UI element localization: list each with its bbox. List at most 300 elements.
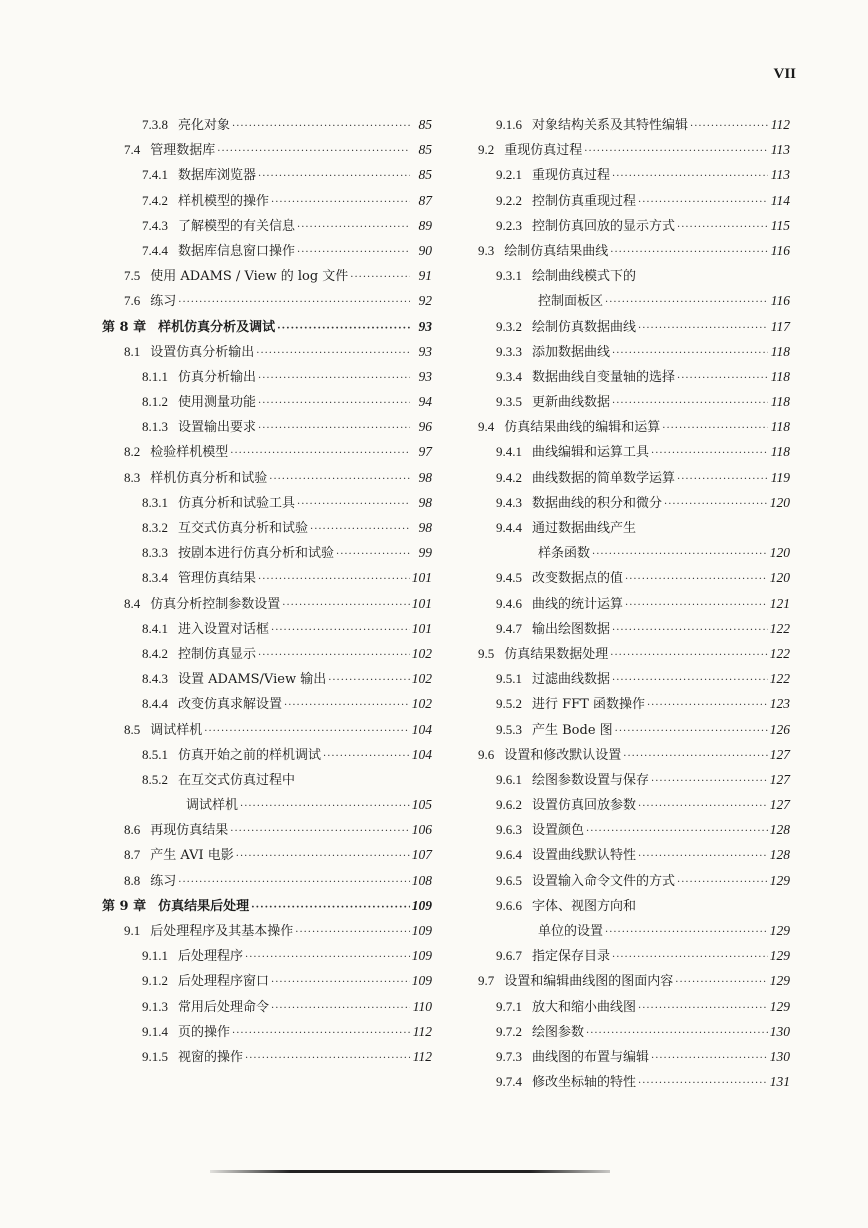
toc-entry-page: 85 [418, 142, 432, 158]
toc-entry [478, 213, 790, 238]
toc-entry-title: 管理仿真结果 [178, 571, 257, 587]
toc-entry [102, 691, 432, 716]
toc-entry-title: 样机模型的操作 [178, 193, 270, 209]
toc-entry-page: 118 [770, 394, 790, 410]
toc-entry-number: 8.1.2 [142, 394, 168, 410]
toc-entry [478, 893, 790, 918]
toc-entry [478, 868, 790, 893]
dot-leader [232, 114, 410, 139]
toc-entry-page: 118 [770, 368, 790, 384]
dot-leader [612, 945, 768, 970]
dot-leader [230, 819, 409, 844]
toc-entry-page: 112 [412, 1023, 432, 1039]
dot-leader [612, 341, 768, 366]
toc-entry-title: 通过数据曲线产生 [532, 521, 637, 536]
toc-entry [102, 364, 432, 389]
toc-entry-title: 添加数据曲线 [532, 344, 611, 360]
toc-entry-number: 7.5 [124, 268, 141, 284]
toc-entry-title: 互交式仿真分析和试验 [178, 521, 309, 536]
toc-entry-page: 127 [769, 797, 790, 813]
toc-entry-number: 9.6.3 [496, 822, 522, 838]
toc-entry-number: 9.4.3 [496, 494, 522, 510]
toc-entry [102, 717, 432, 742]
toc-entry [102, 515, 432, 540]
toc-entry [478, 616, 790, 641]
dot-leader [271, 970, 410, 995]
toc-entry-number: 9.2.3 [496, 217, 522, 233]
dot-leader [623, 744, 767, 769]
toc-entry-page: 93 [418, 368, 432, 384]
toc-entry-page: 93 [418, 343, 432, 359]
dot-leader [240, 794, 410, 819]
toc-entry-title: 绘制曲线模式下的 [532, 269, 637, 285]
toc-entry-number: 9.4 [478, 419, 495, 435]
toc-entry [102, 616, 432, 641]
bottom-rule [210, 1170, 610, 1173]
toc-entry [102, 1044, 432, 1069]
dot-leader [310, 517, 410, 542]
toc-entry-number: 9.7.1 [496, 998, 522, 1014]
toc-entry-title: 曲线图的布置与编辑 [532, 1049, 650, 1065]
toc-entry-number: 9.6.1 [496, 771, 522, 787]
dot-leader [230, 441, 410, 466]
toc-entry [102, 842, 432, 867]
toc-entry-page: 117 [770, 318, 790, 334]
dot-leader [297, 492, 410, 517]
toc-entry [102, 238, 432, 263]
dot-leader [605, 290, 768, 315]
dot-leader [677, 366, 768, 391]
toc-entry [478, 188, 790, 213]
toc-entry [478, 1069, 790, 1094]
dot-leader [605, 920, 768, 945]
toc-entry [478, 994, 790, 1019]
toc-entry-title: 设置和修改默认设置 [504, 747, 622, 763]
dot-leader [612, 668, 768, 693]
toc-entry-page: 90 [418, 242, 432, 258]
toc-entry-number: 8.4.1 [142, 620, 168, 636]
toc-entry-number: 9.6.7 [496, 948, 522, 964]
toc-entry [102, 137, 432, 162]
dot-leader [638, 316, 768, 341]
toc-entry-title: 后处理程序窗口 [178, 974, 270, 990]
toc-entry-number: 9.7.4 [496, 1074, 522, 1090]
toc-entry-title: 绘制仿真数据曲线 [532, 319, 637, 335]
toc-entry-number: 9.6 [478, 746, 495, 762]
toc-entry-title: 样条函数 [538, 546, 591, 562]
toc-entry-title: 控制仿真回放的显示方式 [532, 218, 676, 234]
toc-entry-number: 9.7 [478, 973, 495, 989]
toc-entry-title: 仿真分析输出 [178, 369, 257, 385]
toc-entry-title: 控制面板区 [538, 294, 604, 310]
dot-leader [638, 190, 768, 215]
toc-entry [478, 792, 790, 817]
dot-leader [297, 240, 410, 265]
toc-entry-number: 8.1 [124, 343, 141, 359]
toc-entry-title: 重现仿真过程 [532, 168, 611, 184]
toc-entry-title: 数据曲线自变量轴的选择 [532, 369, 676, 385]
toc-entry-page: 129 [769, 948, 790, 964]
dot-leader [258, 567, 410, 592]
dot-leader [615, 719, 768, 744]
toc-entry-title: 样机仿真分析和试验 [150, 470, 268, 486]
toc-entry-number: 9.3 [478, 242, 495, 258]
dot-leader [277, 316, 410, 341]
dot-leader [245, 945, 410, 970]
toc-entry-page: 87 [418, 192, 432, 208]
toc-entry-title: 页的操作 [178, 1024, 231, 1040]
dot-leader [610, 643, 767, 668]
toc-entry-title: 后处理程序及其基本操作 [150, 924, 294, 939]
toc-entry-title: 数据库浏览器 [178, 168, 257, 184]
toc-entry [102, 1019, 432, 1044]
toc-entry-page: 108 [411, 872, 432, 888]
dot-leader [586, 819, 768, 844]
toc-entry-number: 8.3.2 [142, 520, 168, 535]
toc-entry-number: 9.4.7 [496, 620, 522, 636]
toc-entry-title: 设置仿真回放参数 [532, 798, 637, 814]
toc-entry-page: 112 [412, 1048, 432, 1064]
toc-chapter-entry [102, 893, 432, 918]
dot-leader [651, 769, 768, 794]
toc-entry-title: 在互交式仿真过程中 [178, 772, 296, 788]
toc-entry [102, 188, 432, 213]
toc-entry-page: 89 [418, 217, 432, 233]
dot-leader [647, 693, 768, 718]
toc-entry-page: 102 [411, 645, 432, 661]
dot-leader [245, 1046, 410, 1071]
toc-entry-title: 进行 FFT 函数操作 [532, 697, 645, 713]
dot-leader [638, 1071, 768, 1096]
toc-entry-page: 120 [769, 570, 790, 586]
toc-entry-number: 9.4.4 [496, 520, 522, 535]
toc-entry-page: 101 [411, 620, 432, 636]
toc-entry-number: 7.6 [124, 293, 141, 309]
toc-entry [478, 263, 790, 288]
toc-entry [102, 817, 432, 842]
dot-leader [677, 870, 768, 895]
toc-entry [478, 666, 790, 691]
toc-entry [102, 742, 432, 767]
toc-entry [102, 389, 432, 414]
dot-leader [258, 366, 410, 391]
toc-entry-title: 字体、视图方向和 [532, 898, 637, 914]
toc-entry-page: 93 [418, 318, 432, 334]
toc-entry-page: 110 [412, 998, 432, 1014]
toc-entry-title: 重现仿真过程 [504, 143, 583, 159]
toc-entry-title: 控制仿真重现过程 [532, 193, 637, 209]
toc-entry [102, 968, 432, 993]
toc-entry-title: 使用 ADAMS / View 的 log 文件 [150, 269, 349, 285]
toc-entry-number: 7.4.1 [142, 167, 168, 183]
toc-entry [478, 717, 790, 742]
toc-entry-title: 调试样机 [186, 798, 239, 814]
toc-entry-title: 数据曲线的积分和微分 [532, 495, 663, 511]
toc-entry-page: 122 [769, 671, 790, 687]
toc-entry-page: 120 [769, 494, 790, 510]
dot-leader [690, 114, 768, 139]
dot-leader [662, 416, 768, 441]
toc-entry [478, 842, 790, 867]
toc-entry-page: 98 [418, 520, 432, 535]
toc-entry-number: 7.4 [124, 142, 141, 158]
dot-leader [236, 844, 410, 869]
toc-entry-page: 115 [770, 217, 790, 233]
toc-entry-title: 数据库信息窗口操作 [178, 243, 296, 259]
toc-entry-title: 设置颜色 [532, 823, 585, 839]
toc-entry-number: 9.3.1 [496, 268, 522, 284]
toc-entry [478, 339, 790, 364]
toc-entry-page: 118 [770, 343, 790, 359]
toc-entry-title: 改变数据点的值 [532, 571, 624, 587]
dot-leader [323, 744, 410, 769]
toc-entry-page: 122 [769, 620, 790, 636]
toc-entry-title: 仿真分析和试验工具 [178, 495, 296, 511]
toc-entry-title: 按剧本进行仿真分析和试验 [178, 546, 335, 562]
dot-leader [328, 668, 410, 693]
toc-entry-page: 105 [411, 797, 432, 813]
toc-entry-title: 仿真开始之前的样机调试 [178, 747, 322, 763]
toc-entry-page: 91 [418, 268, 432, 284]
toc-entry-number: 9.3.5 [496, 394, 522, 410]
toc-entry [102, 641, 432, 666]
toc-entry [478, 364, 790, 389]
toc-entry [102, 868, 432, 893]
toc-entry-title: 常用后处理命令 [178, 999, 270, 1015]
toc-entry-title: 曲线编辑和运算工具 [532, 445, 650, 461]
toc-entry-title: 进入设置对话框 [178, 621, 270, 637]
toc-entry [478, 591, 790, 616]
toc-entry [478, 465, 790, 490]
toc-right-column [478, 112, 790, 1094]
toc-entry [102, 767, 432, 792]
toc-entry [478, 1019, 790, 1044]
toc-entry [102, 162, 432, 187]
toc-entry [102, 439, 432, 464]
toc-entry-title: 管理数据库 [150, 143, 216, 159]
toc-entry-page: 120 [769, 545, 790, 561]
dot-leader [612, 618, 768, 643]
toc-entry-page: 96 [418, 419, 432, 435]
toc-entry-title: 过滤曲线数据 [532, 672, 611, 688]
dot-leader [651, 441, 768, 466]
toc-entry-number: 9.2 [478, 142, 495, 158]
toc-entry-number: 8.4.2 [142, 645, 168, 661]
toc-entry [102, 288, 432, 313]
toc-entry-title: 了解模型的有关信息 [178, 218, 296, 234]
toc-entry-title: 曲线数据的简单数学运算 [532, 470, 676, 486]
toc-entry-title: 绘制仿真结果曲线 [504, 243, 609, 259]
toc-entry-number: 9.1.5 [142, 1048, 168, 1064]
toc-entry-page: 129 [769, 872, 790, 888]
toc-entry-page: 104 [411, 721, 432, 737]
toc-entry [478, 1044, 790, 1069]
toc-entry-number: 9.4.5 [496, 570, 522, 586]
toc-entry-title: 设置 ADAMS/View 输出 [178, 672, 327, 688]
toc-entry-title: 仿真分析控制参数设置 [150, 596, 281, 612]
toc-entry-page: 109 [411, 973, 432, 989]
toc-entry-number: 8.3.4 [142, 570, 168, 586]
toc-entry-page: 98 [418, 469, 432, 485]
toc-entry [478, 389, 790, 414]
toc-entry-page: 130 [769, 1023, 790, 1039]
dot-leader [178, 290, 410, 315]
toc-entry-number: 9.3.3 [496, 343, 522, 359]
toc-entry-number: 9.4.2 [496, 469, 522, 485]
dot-leader [675, 970, 767, 995]
dot-leader [258, 391, 410, 416]
dot-leader [677, 215, 768, 240]
toc-entry-title: 仿真结果数据处理 [504, 646, 609, 662]
toc-entry-number: 9.1.3 [142, 998, 168, 1014]
dot-leader [638, 794, 768, 819]
toc-entry [102, 918, 432, 943]
toc-entry-page: 116 [770, 293, 790, 309]
toc-entry-title: 改变仿真求解设置 [178, 697, 283, 713]
toc-entry-number: 8.3.1 [142, 494, 168, 510]
toc-entry-number: 8.3.3 [142, 545, 168, 561]
toc-entry-number: 9.2.2 [496, 192, 522, 208]
toc-entry [478, 742, 790, 767]
toc-entry-title: 后处理程序 [178, 949, 244, 965]
toc-entry-page: 101 [411, 570, 432, 586]
toc-entry-page: 113 [770, 142, 790, 158]
toc-entry-title: 设置输出要求 [178, 420, 257, 436]
toc-entry-title: 设置仿真分析输出 [150, 344, 255, 360]
toc-entry-number: 9.6.6 [496, 897, 522, 913]
toc-entry-number: 8.5 [124, 721, 141, 737]
dot-leader [638, 996, 768, 1021]
toc-entry-page: 127 [769, 746, 790, 762]
toc-entry-page: 127 [769, 771, 790, 787]
toc-entry-page: 126 [769, 721, 790, 737]
toc-entry-page: 98 [418, 494, 432, 510]
dot-leader [297, 215, 410, 240]
toc-entry [102, 994, 432, 1019]
toc-entry-title: 产生 AVI 电影 [150, 848, 234, 864]
toc-entry-page: 128 [769, 822, 790, 838]
toc-entry-page: 129 [769, 998, 790, 1014]
toc-entry-number: 第 9 章 [102, 898, 147, 914]
toc-entry-title: 调试样机 [150, 722, 203, 738]
dot-leader [256, 341, 410, 366]
toc-entry [478, 918, 790, 943]
toc-entry [478, 162, 790, 187]
toc-entry-title: 视窗的操作 [178, 1049, 244, 1065]
toc-entry-title: 亮化对象 [178, 118, 231, 133]
toc-entry-page: 85 [418, 167, 432, 183]
toc-entry-number: 9.3.4 [496, 368, 522, 384]
dot-leader [584, 139, 768, 164]
toc-entry [478, 288, 790, 313]
toc-entry [478, 314, 790, 339]
toc-entry-page: 128 [769, 847, 790, 863]
toc-entry-number: 8.3 [124, 469, 141, 485]
dot-leader [638, 844, 768, 869]
toc-entry-title: 仿真结果后处理 [158, 898, 250, 914]
dot-leader [612, 391, 768, 416]
toc-entry [478, 515, 790, 540]
toc-entry-page: 123 [769, 696, 790, 712]
toc-entry-number: 8.4.3 [142, 671, 168, 687]
dot-leader [217, 139, 410, 164]
toc-entry-number: 9.3.2 [496, 318, 522, 334]
toc-entry-page: 122 [769, 645, 790, 661]
toc-entry-page: 119 [770, 469, 790, 485]
toc-entry-number: 第 8 章 [102, 319, 147, 335]
toc-entry-number: 9.1.1 [142, 948, 168, 964]
toc-entry-title: 对象结构关系及其特性编辑 [532, 118, 689, 133]
toc-entry [102, 943, 432, 968]
toc-entry-number: 9.1.4 [142, 1023, 168, 1039]
dot-leader [350, 265, 410, 290]
dot-leader [178, 870, 409, 895]
dot-leader [295, 920, 409, 945]
dot-leader [204, 719, 409, 744]
toc-entry [478, 439, 790, 464]
toc-entry-number: 9.1.2 [142, 973, 168, 989]
toc-entry-page: 118 [770, 444, 790, 460]
toc-entry [102, 339, 432, 364]
dot-leader [592, 542, 768, 567]
toc-entry-number: 7.3.8 [142, 117, 168, 132]
toc-entry-page: 116 [770, 242, 790, 258]
toc-entry-title: 使用测量功能 [178, 395, 257, 411]
toc-entry-number: 8.4.4 [142, 696, 168, 712]
toc-entry-title: 修改坐标轴的特性 [532, 1075, 637, 1091]
toc-entry-page: 131 [769, 1074, 790, 1090]
toc-entry-page: 106 [411, 822, 432, 838]
toc-entry-title: 样机仿真分析及调试 [158, 319, 276, 335]
toc-entry-number: 8.5.1 [142, 746, 168, 762]
page-number: VII [773, 66, 796, 82]
toc-entry [478, 414, 790, 439]
toc-entry [478, 238, 790, 263]
toc-entry [478, 565, 790, 590]
toc-entry-number: 8.1.3 [142, 419, 168, 435]
toc-entry [478, 137, 790, 162]
dot-leader [586, 1021, 768, 1046]
toc-entry-title: 检验样机模型 [150, 445, 229, 461]
toc-entry-page: 114 [770, 192, 790, 208]
toc-entry-title: 输出绘图数据 [532, 621, 611, 637]
toc-entry-page: 92 [418, 293, 432, 309]
dot-leader [258, 416, 410, 441]
dot-leader [651, 1046, 768, 1071]
dot-leader [251, 895, 410, 920]
toc-entry-number: 8.2 [124, 444, 141, 460]
toc-entry [478, 817, 790, 842]
toc-entry-page: 102 [411, 696, 432, 712]
toc-entry-number: 9.1 [124, 923, 141, 938]
toc-entry-title: 练习 [150, 294, 177, 310]
toc-entry-page: 94 [418, 394, 432, 410]
dot-leader [258, 164, 410, 189]
dot-leader [625, 593, 768, 618]
toc-entry-title: 指定保存目录 [532, 949, 611, 965]
toc-entry-title: 设置和编辑曲线图的图面内容 [504, 974, 674, 990]
toc-entry [478, 641, 790, 666]
toc-entry-number: 8.8 [124, 872, 141, 888]
dot-leader [271, 996, 410, 1021]
toc-entry [102, 213, 432, 238]
toc-entry-number: 7.4.4 [142, 242, 168, 258]
toc-entry [478, 490, 790, 515]
dot-leader [271, 190, 410, 215]
toc-entry-page: 85 [418, 117, 432, 132]
toc-entry [478, 112, 790, 137]
toc-entry [102, 414, 432, 439]
